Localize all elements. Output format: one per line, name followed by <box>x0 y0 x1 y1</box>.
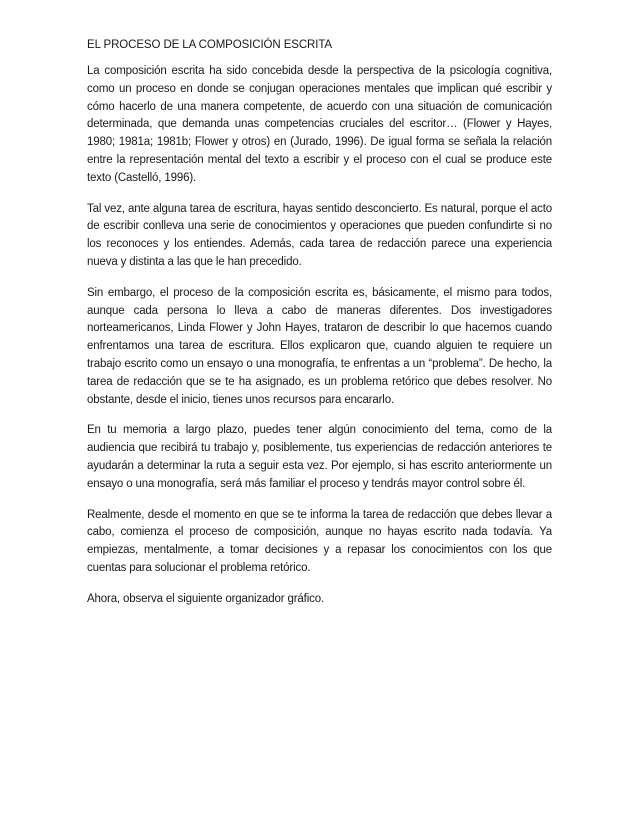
document-page <box>87 36 552 622</box>
paragraph-1: La composición escrita ha sido concebida desde la perspectiva de la psicología cognitiva, como un proceso en donde se conjugan operaciones mentales que implican qué escribir y cómo hacerlo de una manera competente, de acuerdo con una situación de comunicación determinada, que demanda unas competencias cruciales del escritor… (Flower y Hayes, 1980; 1981a; 1981b; Flower y otros) en (Jurado, 1996). De igual forma se señala la relación entre la representación mental del texto a escribir y el proceso con el cual se produce este texto (Castelló, 1996). <box>87 65 552 184</box>
paragraph-4: En tu memoria a largo plazo, puedes tener algún conocimiento del tema, como de la audiencia que recibirá tu trabajo y, posiblemente, tus experiencias de redacción anteriores te ayudarán a determinar la ruta a seguir esta vez. Por ejemplo, si has escrito anteriormente un ensayo o una monografía, será más familiar el proceso y tendrás mayor control sobre él. <box>87 424 552 490</box>
paragraph-3: Sin embargo, el proceso de la composición escrita es, básicamente, el mismo para todos, aunque cada persona lo lleva a cabo de maneras diferentes. Dos investigadores norteamericanos, Linda Flower y John Hayes, trataron de describir lo que hacemos cuando enfrentamos una tarea de escritura. Ellos explicaron que, cuando alguien te requiere un trabajo escrito como un ensayo o una monografía, te enfrentas a un “problema”. De hecho, la tarea de redacción que se te ha asignado, es un problema retórico que debes resolver. No obstante, desde el inicio, tienes unos recursos para encararlo. <box>87 286 552 406</box>
paragraph-2: Tal vez, ante alguna tarea de escritura, hayas sentido desconcierto. Es natural, porque el acto de escribir conlleva una serie de conocimientos y operaciones que pueden confundirte si no los reconoces y los entiendes. Además, cada tarea de redacción parece una experiencia nueva y distinta a las que le han precedido. <box>87 202 552 268</box>
paragraph-5: Realmente, desde el momento en que se te informa la tarea de redacción que debes llevar a cabo, comienza el proceso de composición, aunque no hayas escrito nada todavía. Ya empiezas, mentalmente, a tomar decisiones y a repasar los conocimientos con los que cuentas para solucionar el problema retórico. <box>87 508 552 574</box>
paragraph-6: Ahora, observa el siguiente organizador gráfico. <box>87 592 325 605</box>
document-title: EL PROCESO DE LA COMPOSICIÓN ESCRITA <box>87 39 332 51</box>
